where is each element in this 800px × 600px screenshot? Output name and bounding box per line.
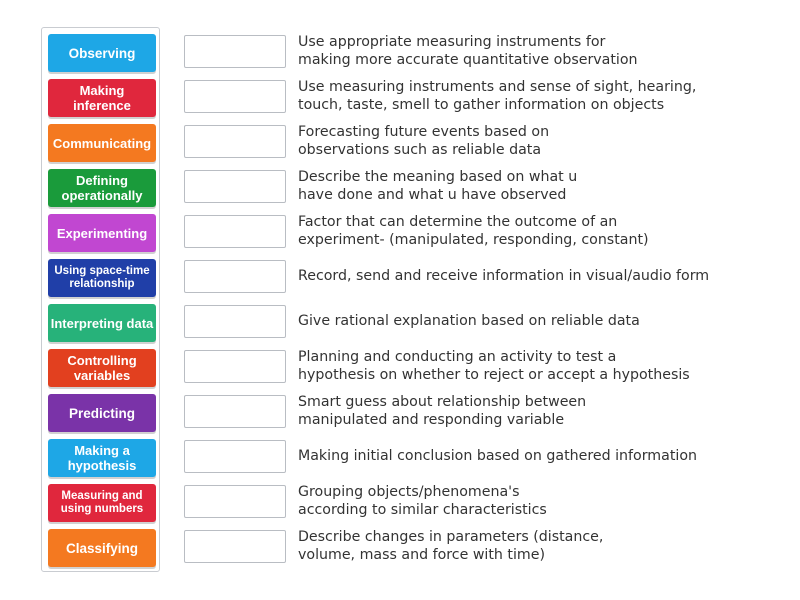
description-line: hypothesis on whether to reject or accept a hypothesis [298,367,690,383]
description-text [298,213,778,249]
drop-slot[interactable] [184,125,286,158]
description-line: observations such as reliable data [298,142,542,158]
tile-using-space-time-relationship[interactable]: Using space-time relationship [48,259,156,297]
tile-measuring-and-using-numbers[interactable]: Measuring and using numbers [48,484,156,522]
description-text [298,528,778,564]
tile-controlling-variables[interactable]: Controlling variables [48,349,156,387]
drop-slot[interactable] [184,305,286,338]
description-text [298,267,778,285]
description-line: manipulated and responding variable [298,412,565,428]
description-line: Describe the meaning based on what u [298,169,578,185]
description-line: making more accurate quantitative observation [298,52,638,68]
tile-communicating[interactable]: Communicating [48,124,156,162]
drop-slot[interactable] [184,215,286,248]
description-text [298,312,778,330]
drop-slot[interactable] [184,395,286,428]
drop-slot[interactable] [184,350,286,383]
drop-slot[interactable] [184,260,286,293]
tile-predicting[interactable]: Predicting [48,394,156,432]
tile-classifying[interactable]: Classifying [48,529,156,567]
description-line: according to similar characteristics [298,502,547,518]
tile-making-inference[interactable]: Making inference [48,79,156,117]
description-line: Smart guess about relationship between [298,394,587,410]
description-text [298,483,778,519]
description-text [298,393,778,429]
description-line: Making initial conclusion based on gathered information [298,448,697,464]
drop-slot[interactable] [184,35,286,68]
description-line: have done and what u have observed [298,187,567,203]
drop-slot[interactable] [184,485,286,518]
description-line: Record, send and receive information in visual/audio form [298,268,710,284]
description-line: volume, mass and force with time) [298,547,546,563]
drop-slot[interactable] [184,530,286,563]
tile-observing[interactable]: Observing [48,34,156,72]
description-line: Grouping objects/phenomena's [298,484,520,500]
description-line: experiment- (manipulated, responding, constant) [298,232,649,248]
tile-making-a-hypothesis[interactable]: Making a hypothesis [48,439,156,477]
tile-interpreting-data[interactable]: Interpreting data [48,304,156,342]
description-line: Factor that can determine the outcome of an [298,214,618,230]
description-line: Use appropriate measuring instruments for [298,34,606,50]
tile-experimenting[interactable]: Experimenting [48,214,156,252]
description-line: touch, taste, smell to gather information on objects [298,97,665,113]
description-line: Describe changes in parameters (distance, [298,529,604,545]
drop-slot[interactable] [184,170,286,203]
description-text [298,78,778,114]
description-text [298,447,778,465]
description-text [298,348,778,384]
drop-slot[interactable] [184,80,286,113]
description-line: Use measuring instruments and sense of sight, hearing, [298,79,697,95]
drop-slot[interactable] [184,440,286,473]
tile-defining-operationally[interactable]: Defining operationally [48,169,156,207]
tile-bank [41,27,160,572]
description-line: Give rational explanation based on reliable data [298,313,640,329]
description-text [298,123,778,159]
description-text [298,33,778,69]
description-line: Planning and conducting an activity to test a [298,349,617,365]
description-text [298,168,778,204]
description-line: Forecasting future events based on [298,124,550,140]
